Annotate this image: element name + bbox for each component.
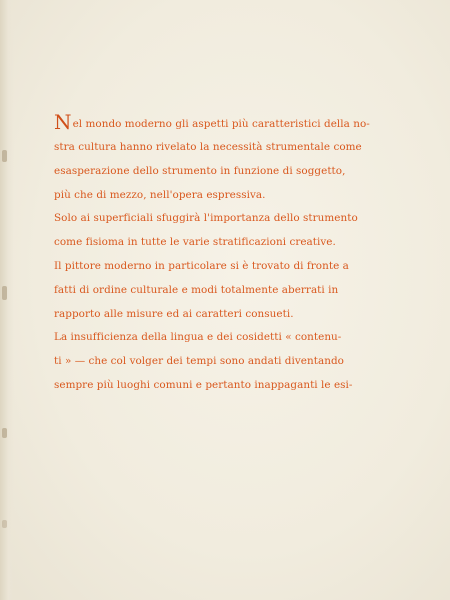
binding-thread-mark bbox=[2, 286, 7, 300]
text-line-9: rapporto alle misure ed ai caratteri consueti. bbox=[54, 307, 294, 320]
text-line-11: ti » — che col volger dei tempi sono andati diventando bbox=[54, 355, 344, 368]
body-text bbox=[54, 112, 399, 398]
binding-thread-mark bbox=[2, 428, 7, 438]
text-line-8: fatti di ordine culturale e modi totalmente aberrati in bbox=[54, 283, 339, 296]
text-line-4: più che di mezzo, nell'opera espressiva. bbox=[54, 188, 266, 201]
binding-thread-mark bbox=[2, 520, 7, 528]
text-line-5: Solo ai superficiali sfuggirà l'importanza dello strumento bbox=[54, 212, 358, 225]
text-line-3: esasperazione dello strumento in funzione di soggetto, bbox=[54, 164, 346, 177]
binding-thread-mark bbox=[2, 150, 7, 162]
text-line-2: stra cultura hanno rivelato la necessità strumentale come bbox=[54, 141, 362, 153]
first-line-text: el mondo moderno gli aspetti più caratteristici della no- bbox=[72, 118, 370, 130]
text-line-1 bbox=[54, 112, 399, 136]
text-line-6: come fisioma in tutte le varie stratificazioni creative. bbox=[54, 236, 336, 249]
text-line-12: sempre più luoghi comuni e pertanto inappaganti le esi- bbox=[54, 378, 353, 391]
text-line-7: Il pittore moderno in particolare si è trovato di fronte a bbox=[54, 259, 349, 272]
drop-cap: N bbox=[54, 110, 72, 134]
text-line-10: La insufficienza della lingua e dei cosidetti « contenu- bbox=[54, 331, 342, 344]
binding-edge bbox=[0, 0, 14, 600]
